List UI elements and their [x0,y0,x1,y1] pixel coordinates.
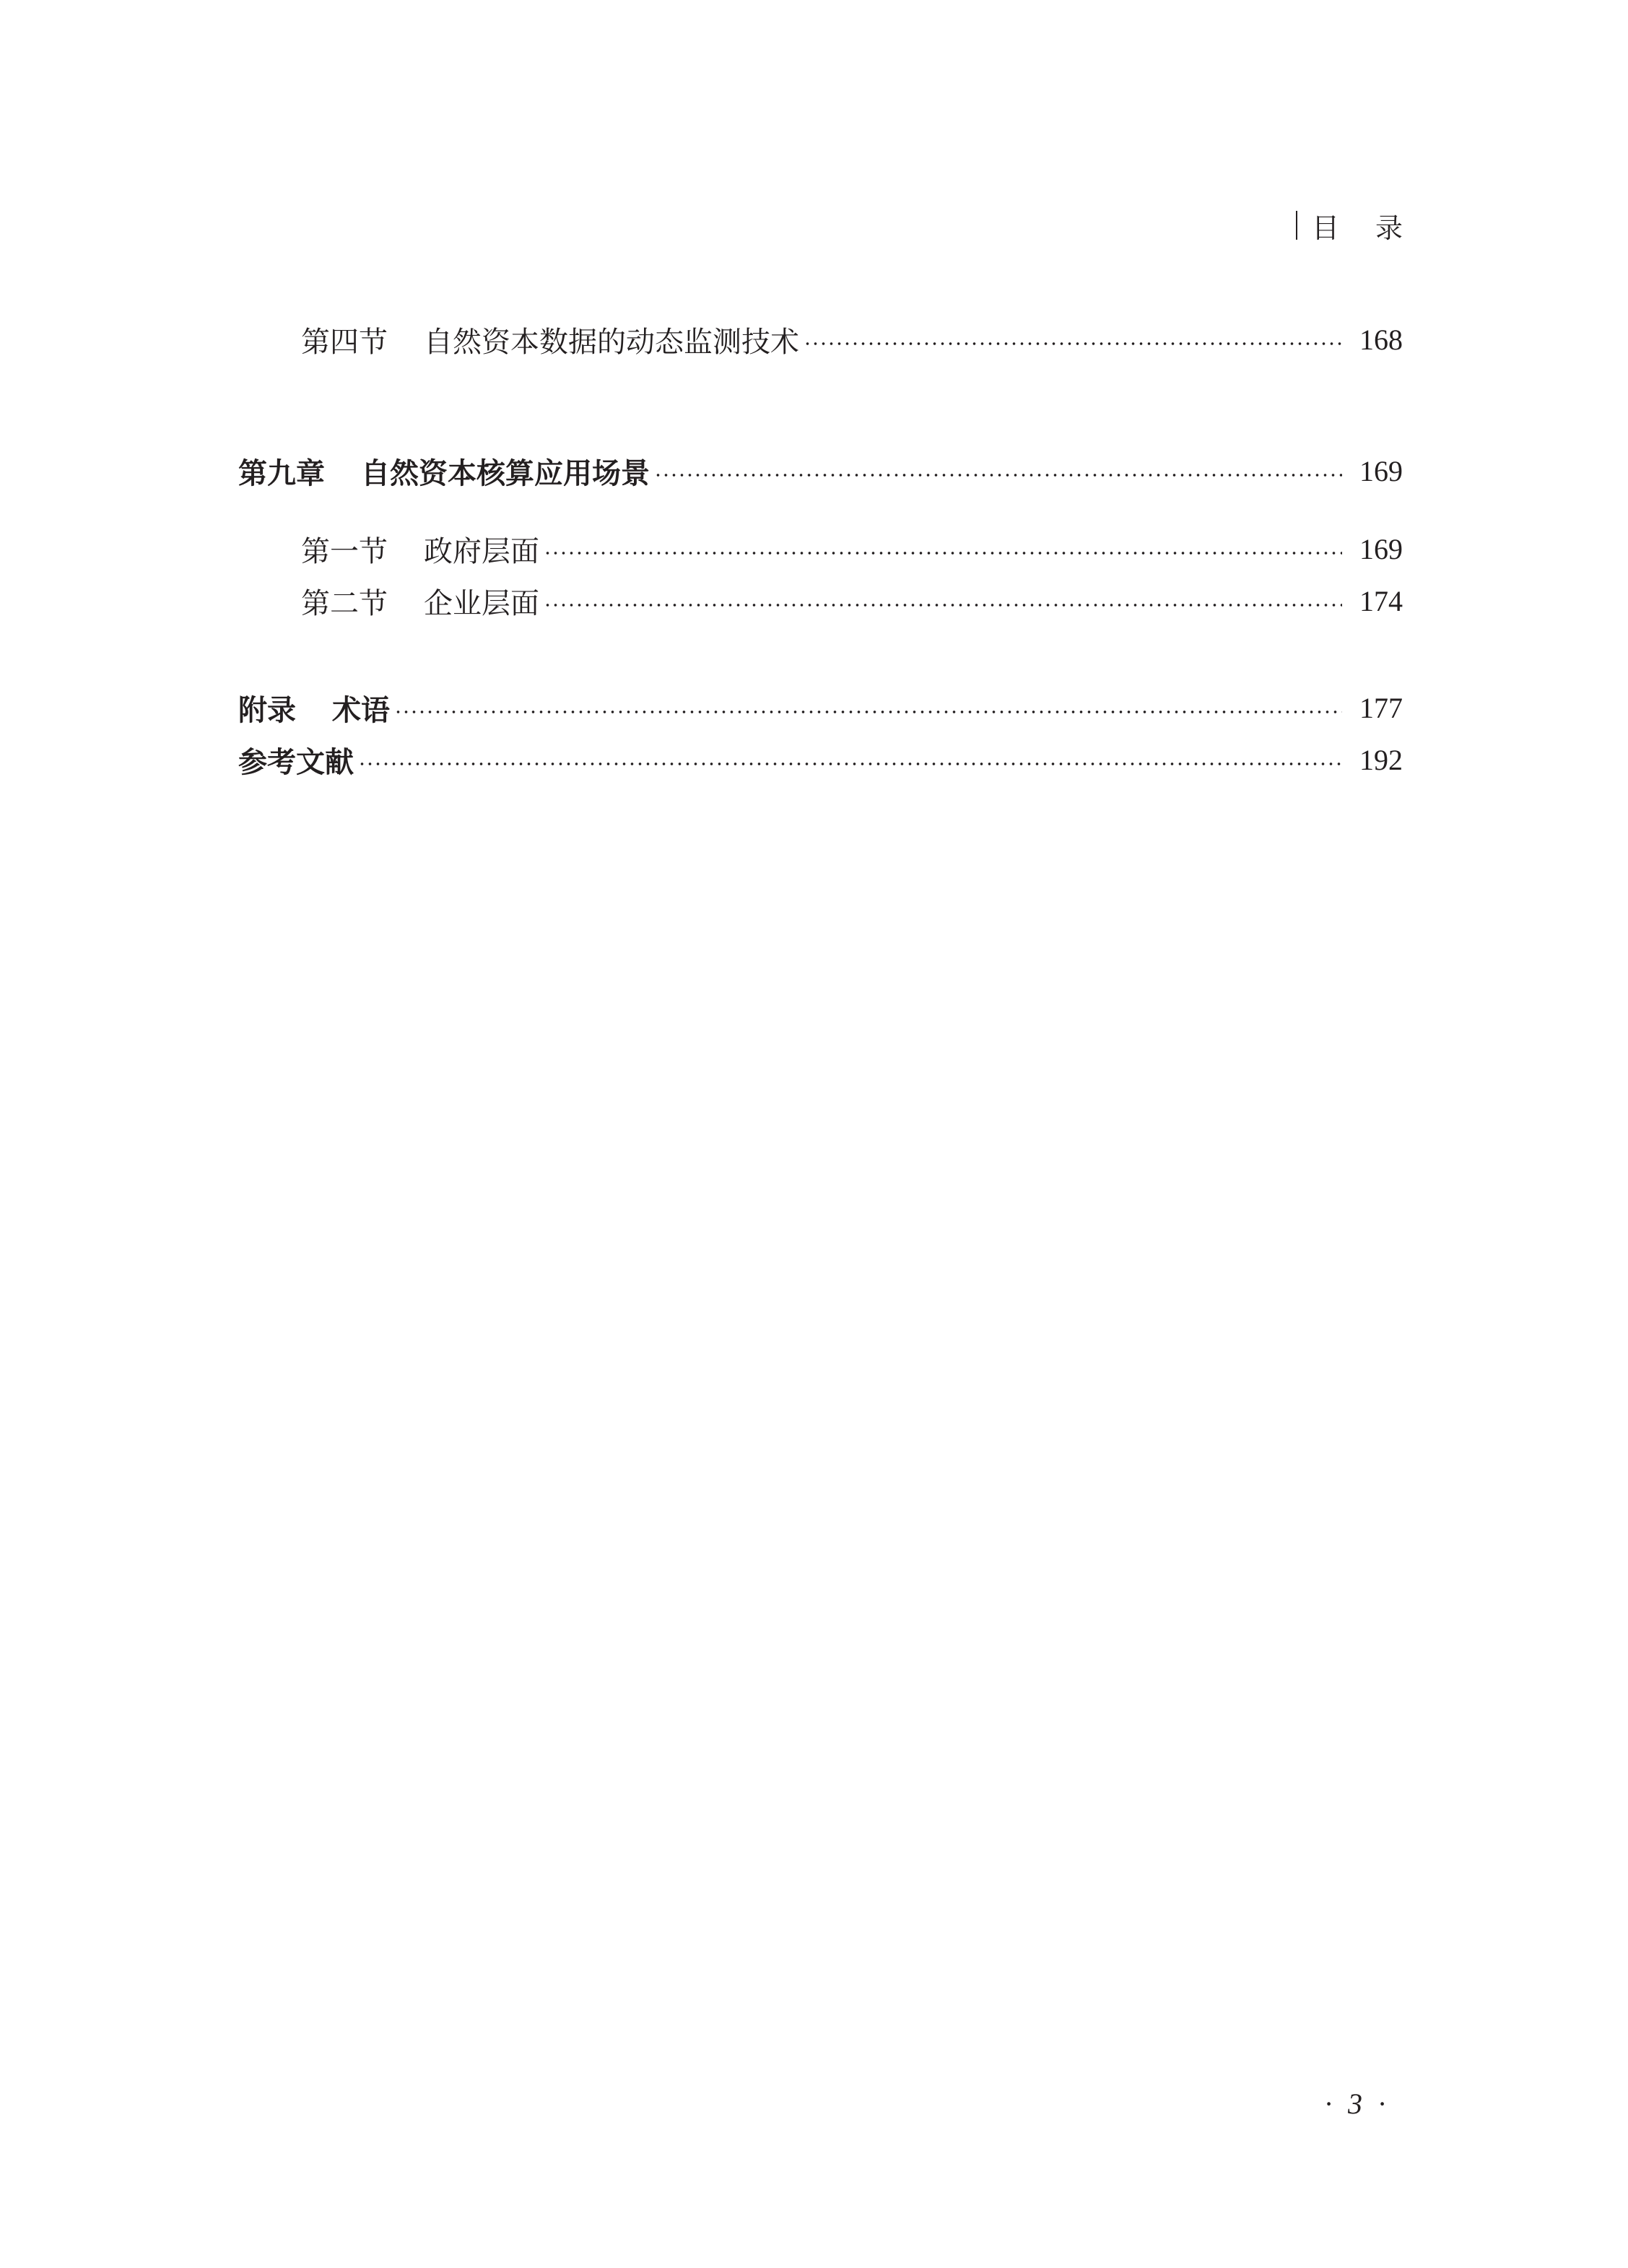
toc-entry-label [301,529,539,570]
toc-entry-label [238,687,390,729]
dot-leader [394,711,1342,713]
toc-entry[interactable] [238,527,1403,570]
toc-entry-title: 自然资本数据的动态监测技术 [424,325,799,359]
toc-entry-title: 术语 [332,693,390,727]
toc-entry[interactable] [238,738,1403,781]
toc-entry-number: 第一节 [301,534,388,568]
toc-entry-title: 自然资本核算应用场景 [361,456,650,490]
toc-entry-title: 企业层面 [424,586,539,620]
toc-entry[interactable] [238,579,1403,622]
toc-entry-label [238,451,650,492]
toc-entry-title: 政府层面 [424,534,539,568]
running-head [1296,205,1439,246]
toc-entry-number: 附录 [238,693,296,727]
dot-leader [358,762,1342,765]
toc-entry-page: 174 [1359,584,1403,617]
toc-entry-label [301,581,539,622]
dot-leader [544,552,1342,555]
toc-entry[interactable] [238,449,1403,492]
toc-entry-number: 第二节 [301,586,388,620]
toc-entry[interactable] [238,318,1403,361]
toc-entry-label [238,739,354,781]
toc-entry[interactable] [238,686,1403,729]
dot-leader [544,604,1342,607]
toc-entry-page: 169 [1359,532,1403,565]
page-number: · 3 · [1325,2087,1390,2120]
toc-entry-label [301,319,799,360]
toc-entry-title: 参考文献 [238,745,354,779]
dot-leader [804,342,1342,345]
running-head-title: 目录 [1311,213,1439,244]
toc-entry-page: 169 [1359,454,1403,487]
toc-entry-number: 第四节 [301,325,388,359]
dot-leader [654,474,1342,477]
running-head-rule [1296,211,1297,240]
toc-entry-number: 第九章 [238,456,325,490]
toc-entry-page: 177 [1359,691,1403,724]
toc-entry-page: 168 [1359,323,1403,356]
toc-entry-page: 192 [1359,743,1403,776]
